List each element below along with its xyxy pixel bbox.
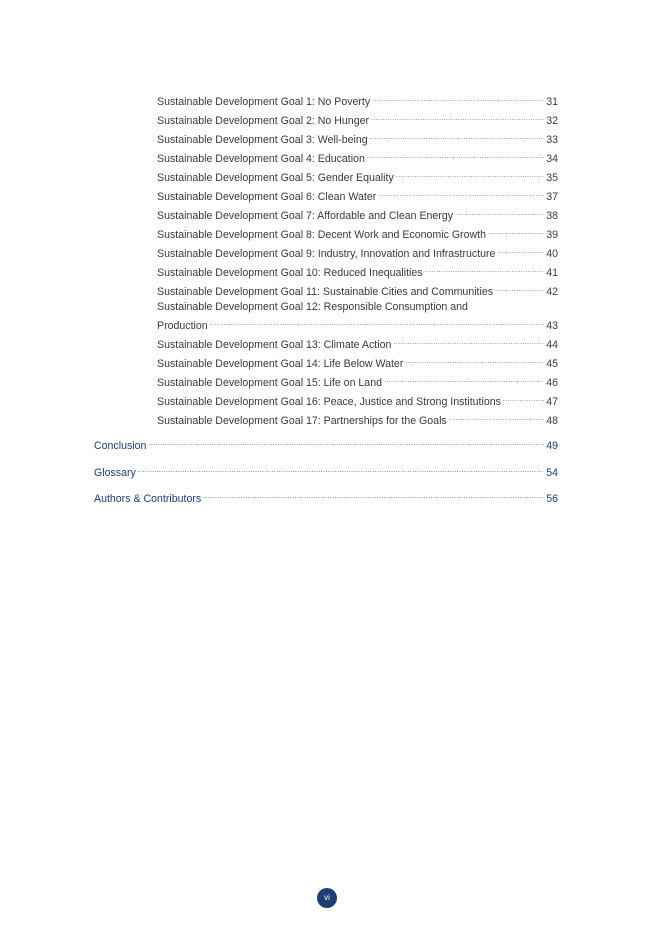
- dot-leader: [396, 168, 544, 181]
- toc-entry-sdg-4[interactable]: [157, 149, 558, 166]
- toc-entry-page: 31: [546, 96, 558, 108]
- toc-entry-page: 49: [546, 440, 558, 452]
- toc-entry-page: 56: [546, 493, 558, 505]
- toc-entry-page: 47: [546, 396, 558, 408]
- dot-leader: [405, 354, 544, 367]
- toc-entry-sdg-1[interactable]: [157, 92, 558, 109]
- toc-entry-page: 48: [546, 415, 558, 427]
- toc-entry-sdg-5[interactable]: [157, 168, 558, 185]
- toc-entry-sdg-10[interactable]: [157, 263, 558, 280]
- toc-entry-sdg-2[interactable]: [157, 111, 558, 128]
- toc-entry-label: Sustainable Development Goal 10: Reduced Inequalities: [157, 267, 423, 279]
- dot-leader: [370, 130, 545, 143]
- toc-entry-label: Sustainable Development Goal 1: No Poverty: [157, 96, 371, 108]
- dot-leader: [495, 282, 544, 295]
- toc-entry-page: 54: [546, 467, 558, 479]
- toc-entry-label: Sustainable Development Goal 15: Life on Land: [157, 377, 382, 389]
- toc-entry-label: Sustainable Development Goal 6: Clean Water: [157, 191, 377, 203]
- toc-entry-page: 41: [546, 267, 558, 279]
- toc-entry-page: 40: [546, 248, 558, 260]
- dot-leader: [384, 373, 544, 386]
- toc-entry-sdg-16[interactable]: [157, 392, 558, 409]
- dot-leader: [367, 149, 544, 162]
- page-number-badge: vi: [317, 888, 337, 908]
- dot-leader: [210, 316, 545, 329]
- toc-entry-label: Sustainable Development Goal 13: Climate Action: [157, 339, 392, 351]
- toc-entry-page: 39: [546, 229, 558, 241]
- dot-leader: [372, 92, 544, 105]
- toc-entry-page: 42: [546, 286, 558, 298]
- toc-entry-page: 46: [546, 377, 558, 389]
- dot-leader: [455, 206, 544, 219]
- dot-leader: [378, 187, 544, 200]
- dot-leader: [425, 263, 545, 276]
- toc-entry-label: Sustainable Development Goal 17: Partnerships for the Goals: [157, 415, 447, 427]
- dot-leader: [148, 436, 544, 449]
- toc-entry-page: 35: [546, 172, 558, 184]
- toc-entry-authors-contributors[interactable]: [94, 489, 558, 506]
- dot-leader: [488, 225, 544, 238]
- toc-entry-label: Sustainable Development Goal 4: Education: [157, 153, 365, 165]
- toc-entry-sdg-9[interactable]: [157, 244, 558, 261]
- toc-entry-label: Sustainable Development Goal 11: Sustainable Cities and Communities: [157, 286, 494, 298]
- toc-entry-label: Sustainable Development Goal 3: Well-being: [157, 134, 368, 146]
- toc-entry-sdg-3[interactable]: [157, 130, 558, 147]
- toc-entry-label: Sustainable Development Goal 16: Peace, Justice and Strong Institutions: [157, 396, 501, 408]
- dot-leader: [138, 463, 544, 476]
- toc-entry-page: 37: [546, 191, 558, 203]
- dot-leader: [497, 244, 544, 257]
- toc-entry-label: Production: [157, 320, 208, 332]
- toc-entry-glossary[interactable]: [94, 463, 558, 480]
- toc-entry-label: Sustainable Development Goal 8: Decent Work and Economic Growth: [157, 229, 486, 241]
- toc-entry-sdg-7[interactable]: [157, 206, 558, 223]
- toc-entry-conclusion[interactable]: [94, 436, 558, 453]
- toc-entry-label: Sustainable Development Goal 7: Affordable and Clean Energy: [157, 210, 454, 222]
- toc-entry-label: Sustainable Development Goal 2: No Hunger: [157, 115, 369, 127]
- dot-leader: [203, 489, 544, 502]
- toc-entry-page: 38: [546, 210, 558, 222]
- dot-leader: [449, 411, 544, 424]
- toc-entry-sdg-13[interactable]: [157, 335, 558, 352]
- toc-entry-label: Sustainable Development Goal 14: Life Below Water: [157, 358, 404, 370]
- toc-entry-page: 33: [546, 134, 558, 146]
- toc-entry-label: Conclusion: [94, 440, 147, 452]
- toc-entry-sdg-17[interactable]: [157, 411, 558, 428]
- toc-entry-page: 32: [546, 115, 558, 127]
- toc-entry-label: Sustainable Development Goal 5: Gender Equality: [157, 172, 394, 184]
- toc-entry-page: 34: [546, 153, 558, 165]
- toc-entry-sdg-8[interactable]: [157, 225, 558, 242]
- toc-entry-page: 43: [546, 320, 558, 332]
- toc-entry-page: 44: [546, 339, 558, 351]
- toc-entry-sdg-6[interactable]: [157, 187, 558, 204]
- dot-leader: [503, 392, 544, 405]
- toc-entry-sdg-11[interactable]: [157, 282, 558, 299]
- toc-entry-label: Authors & Contributors: [94, 493, 202, 505]
- toc-entry-sdg-12[interactable]: [157, 316, 558, 333]
- toc-entry-label: Glossary: [94, 467, 136, 479]
- toc-entry-page: 45: [546, 358, 558, 370]
- toc-entry-label: Sustainable Development Goal 9: Industry, Innovation and Infrastructure: [157, 248, 496, 260]
- toc-entry-sdg-12-line1[interactable]: Sustainable Development Goal 12: Responsible Consumption and: [157, 301, 468, 313]
- dot-leader: [393, 335, 544, 348]
- dot-leader: [371, 111, 544, 124]
- toc-entry-sdg-14[interactable]: [157, 354, 558, 371]
- toc-entry-sdg-15[interactable]: [157, 373, 558, 390]
